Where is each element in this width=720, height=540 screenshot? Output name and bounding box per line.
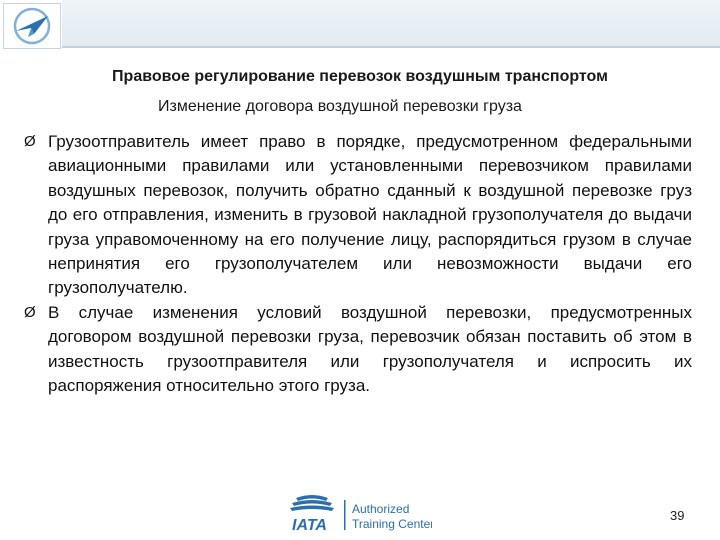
bullet-text: В случае изменения условий воздушной перевозки, предусмотренных договором воздушной перевозки груза, перевозчик обязан поставить об этом в известность грузоотправителя или грузополучателя и испросить их распоряжения относительно этого груза. <box>48 302 692 396</box>
bullet-list <box>24 130 692 398</box>
logo-wordmark: IATA <box>292 517 327 534</box>
bullet-item <box>24 301 692 399</box>
page-number: 39 <box>670 508 685 523</box>
arrow-bullet-icon: Ø <box>24 133 36 150</box>
arrow-bullet-icon: Ø <box>24 303 36 321</box>
header-divider <box>62 46 720 48</box>
plane-arrow-icon <box>4 4 60 48</box>
top-logo <box>3 3 61 49</box>
bullet-item <box>24 130 692 301</box>
page-title: Правовое регулирование перевозок воздушным транспортом <box>112 68 608 85</box>
header-bar <box>62 0 720 46</box>
logo-caption-line1: Authorized <box>352 502 410 516</box>
iata-globe-icon <box>282 494 432 534</box>
iata-logo <box>282 494 432 534</box>
page-subtitle: Изменение договора воздушной перевозки груза <box>158 98 522 115</box>
bullet-text: Грузоотправитель имеет право в порядке, предусмотренном федеральными авиационными правилами или установленными перевозчиком правилами воздушных перевозок, получить обратно сданный к воздушной перевозке груз до его отправления, изменить в грузовой накладной грузополучателя до выдачи груза управомоченному на его получение лицу, распорядиться грузом в случае непринятия его грузополучателем или невозможности выдачи его грузополучателю. <box>48 132 692 298</box>
logo-caption-line2: Training Center <box>352 517 432 531</box>
